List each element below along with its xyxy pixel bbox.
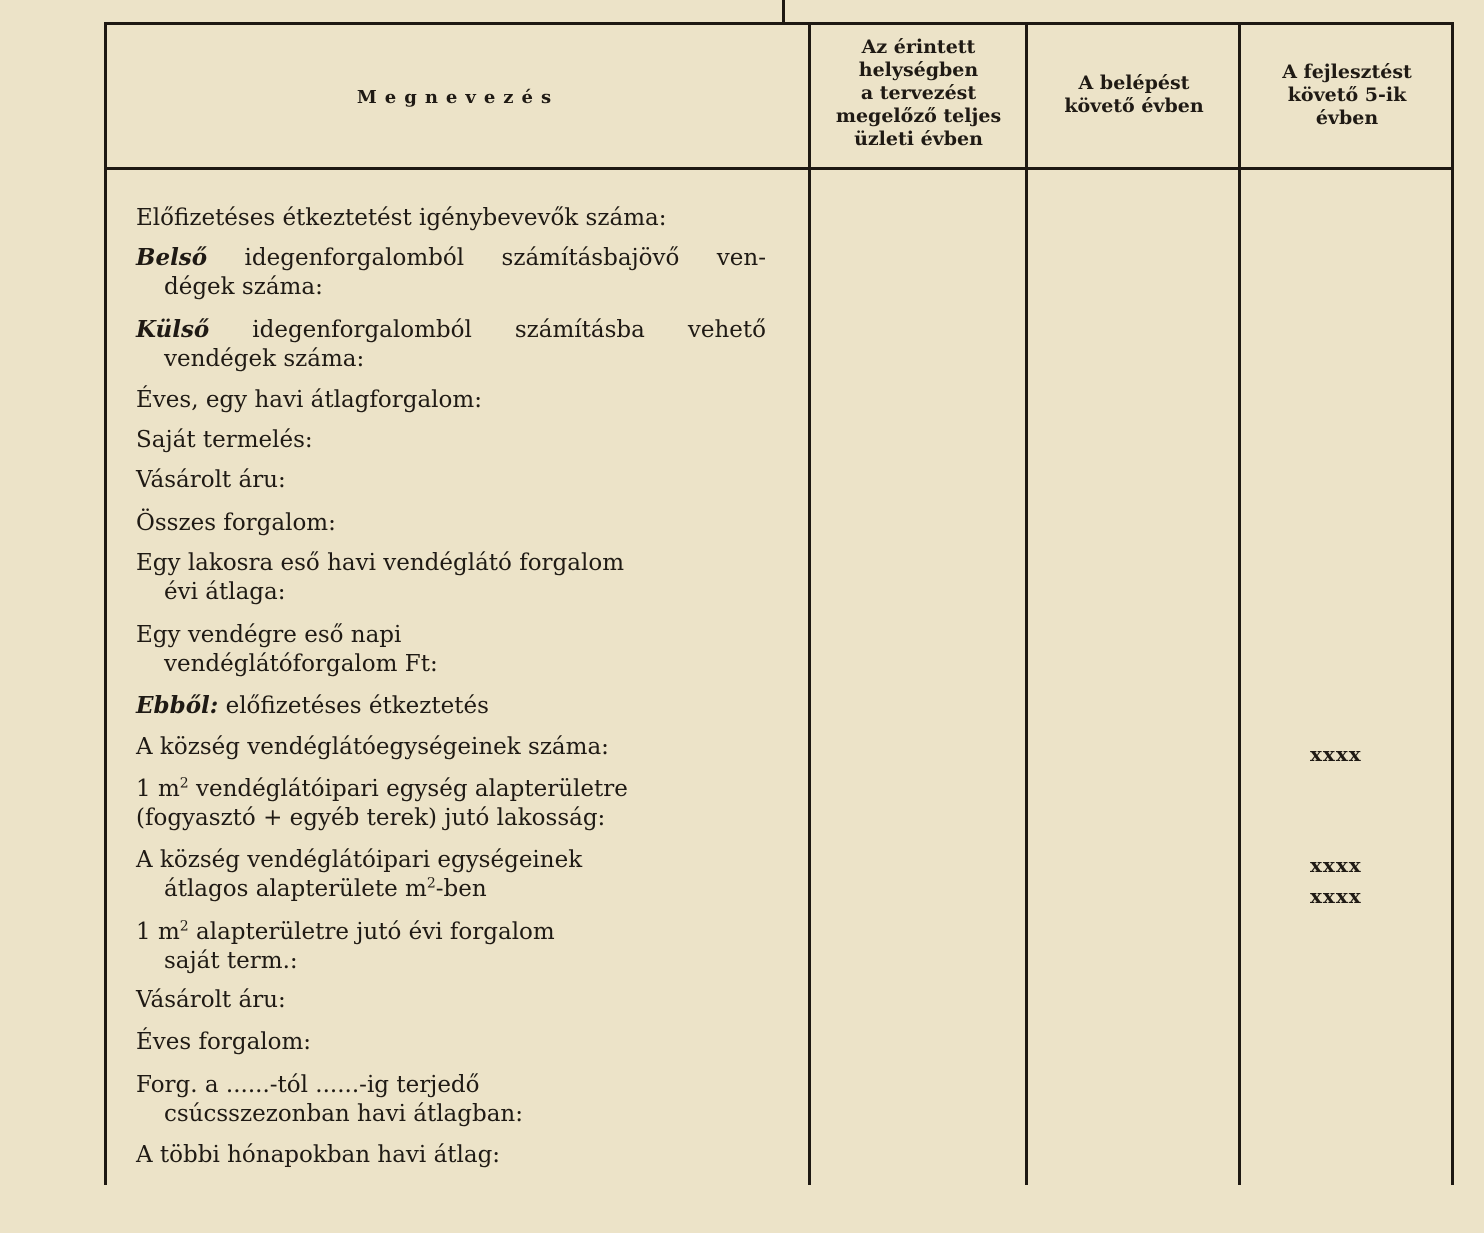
row-internal-guests <box>136 243 766 302</box>
superscript: 2 <box>426 875 436 892</box>
header-col2-line: követő évben <box>1064 95 1204 117</box>
row-text: Forg. a ......-tól ......-ig terjedő <box>136 1072 480 1098</box>
row-text: saját term.: <box>164 948 298 974</box>
column-divider-1 <box>808 22 811 1185</box>
row-unit-count <box>136 733 766 762</box>
header-col3-line: követő 5-ik <box>1287 84 1407 106</box>
row-text-part: idegenforgalomból számításbajövő ven- <box>207 245 766 271</box>
row-purchased-goods-2 <box>136 986 766 1015</box>
row-text: Egy vendégre eső napi <box>136 622 402 648</box>
row-emphasis: Belső <box>136 244 208 271</box>
row-turnover-per-area <box>136 918 766 976</box>
row-text <box>136 875 766 904</box>
row-text <box>136 691 766 721</box>
row-emphasis: Külső <box>136 316 210 343</box>
row-text: Saját termelés: <box>136 427 313 453</box>
row-other-months <box>136 1141 766 1170</box>
row-text <box>136 918 766 947</box>
row-text: Összes forgalom: <box>136 510 336 536</box>
row-text: dégek száma: <box>164 274 323 300</box>
header-col-entry-year <box>1029 72 1239 118</box>
row-text: évi átlaga: <box>164 579 286 605</box>
row-text-part: 1 m <box>136 776 180 802</box>
row-text: A község vendéglátóipari egységeinek <box>136 847 583 873</box>
row-annual-turnover <box>136 1028 766 1057</box>
header-divider <box>104 167 1454 170</box>
row-text: A község vendéglátóegységeinek száma: <box>136 734 609 760</box>
row-text-part: -ben <box>435 876 487 902</box>
row-per-guest <box>136 621 766 679</box>
row-peak-season <box>136 1071 766 1129</box>
superscript: 2 <box>179 918 189 935</box>
row-population-per-area <box>136 775 766 833</box>
header-col1-line: helységben <box>858 59 979 81</box>
row-text: A többi hónapokban havi átlag: <box>136 1142 501 1168</box>
top-tick-mark <box>782 0 785 22</box>
row-text-part: előfizetéses étkeztetés <box>218 693 489 719</box>
row-subscribers <box>136 204 766 233</box>
row-total-turnover <box>136 509 766 538</box>
row-per-resident <box>136 549 766 607</box>
row-text: vendégek száma: <box>164 346 365 372</box>
row-text: vendéglátóforgalom Ft: <box>164 651 438 677</box>
row-text: Vásárolt áru: <box>136 987 286 1013</box>
filled-mark: xxxx <box>1310 884 1362 908</box>
row-text <box>136 775 766 804</box>
filled-mark: xxxx <box>1310 742 1362 766</box>
header-col-prior-year <box>812 36 1025 151</box>
header-col1-line: Az érintett <box>861 36 976 58</box>
header-col2-line: A belépést <box>1078 72 1190 94</box>
row-text-part: vendéglátóipari egység alapterületre <box>188 776 628 802</box>
header-col3-line: A fejlesztést <box>1282 61 1412 83</box>
row-text-part: 1 m <box>136 919 180 945</box>
row-external-guests <box>136 315 766 374</box>
row-text: Előfizetéses étkeztetést igénybevevők száma: <box>136 205 667 231</box>
header-col3-line: évben <box>1315 107 1379 129</box>
row-text-part: átlagos alapterülete m <box>164 876 427 902</box>
column-divider-3 <box>1238 22 1241 1185</box>
superscript: 2 <box>179 775 189 792</box>
header-col1-line: üzleti évben <box>854 128 983 150</box>
row-text: csúcsszezonban havi átlagban: <box>164 1101 523 1127</box>
header-col1-line: a tervezést <box>860 82 977 104</box>
row-average-area <box>136 846 766 904</box>
column-divider-2 <box>1025 22 1028 1185</box>
row-text-part: alapterületre jutó évi forgalom <box>188 919 555 945</box>
row-text: Éves, egy havi átlagforgalom: <box>136 387 482 413</box>
row-text <box>136 315 766 345</box>
filled-mark: xxxx <box>1310 853 1362 877</box>
row-text <box>136 243 766 273</box>
header-col1-line: megelőző teljes <box>835 105 1002 127</box>
row-text: Egy lakosra eső havi vendéglátó forgalom <box>136 550 624 576</box>
row-annual-average <box>136 386 766 415</box>
header-col-fifth-year <box>1242 61 1452 130</box>
row-emphasis: Ebből: <box>136 692 219 719</box>
row-of-which <box>136 691 766 721</box>
row-text: (fogyasztó + egyéb terek) jutó lakosság: <box>136 805 606 831</box>
row-purchased-goods <box>136 466 766 495</box>
row-text-part: idegenforgalomból számításba vehető <box>209 317 766 343</box>
header-megnevezes: Megnevezés <box>356 87 560 108</box>
row-own-production <box>136 426 766 455</box>
row-text: Vásárolt áru: <box>136 467 286 493</box>
row-text: Éves forgalom: <box>136 1029 312 1055</box>
